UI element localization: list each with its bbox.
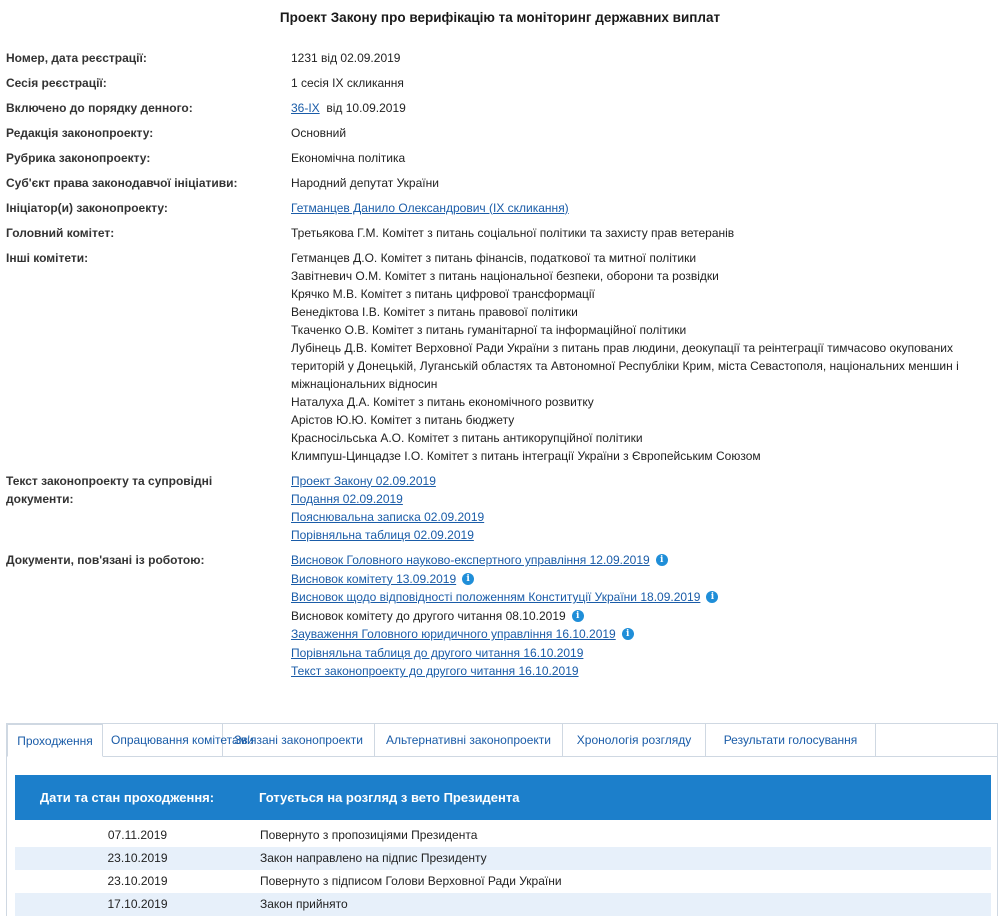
status-header-label: Дати та стан проходження: [39, 790, 215, 805]
initiator-label: Ініціатор(и) законопроекту: [6, 200, 168, 215]
texts-list [291, 468, 994, 547]
agenda-value [291, 95, 994, 120]
other-committee-item: Ткаченко О.В. Комітет з питань гуманітарної та інформаційної політики [291, 322, 687, 337]
edition-value: Основний [291, 125, 347, 140]
main-committee-value: Третьякова Г.М. Комітет з питань соціальної політики та захисту прав ветеранів [291, 225, 735, 240]
docs-label: Документи, пов'язані із роботою: [6, 552, 205, 567]
reg-value: 1231 від 02.09.2019 [291, 50, 401, 65]
other-committee-item: Крячко М.В. Комітет з питань цифрової трансформації [291, 286, 595, 301]
agenda-date: від 10.09.2019 [326, 100, 406, 115]
info-icon[interactable]: i [572, 610, 584, 622]
agenda-label: Включено до порядку денного: [6, 100, 193, 115]
related-document-link[interactable]: Висновок Головного науково-експертного управління 12.09.2019 [291, 553, 650, 567]
history-text: Повернуто з підписом Голови Верховної Ради України [260, 874, 562, 888]
info-icon[interactable]: i [656, 554, 668, 566]
tabs-panel [6, 723, 998, 916]
tab-4[interactable]: Альтернативні законопроекти [375, 724, 563, 756]
texts-label: Текст законопроекту та супровідні документи: [6, 473, 213, 506]
history-text: Закон направлено на підпис Президенту [260, 851, 487, 865]
related-document-link[interactable]: Висновок щодо відповідності положенням Конституції України 18.09.2019 [291, 590, 701, 604]
other-committee-item: Завітневич О.М. Комітет з питань національної безпеки, оборони та розвідки [291, 268, 719, 283]
session-value: 1 сесія IX скликання [291, 75, 404, 90]
subject-label: Суб'єкт права законодавчої ініціативи: [6, 175, 238, 190]
related-document [291, 607, 994, 625]
info-icon[interactable]: i [462, 573, 474, 585]
text-document-link[interactable]: Пояснювальна записка 02.09.2019 [291, 509, 485, 524]
tab-1[interactable]: Проходження [7, 724, 103, 757]
related-document [291, 662, 994, 680]
other-committees-list [291, 245, 994, 468]
history-text: Повернуто з пропозиціями Президента [260, 828, 478, 842]
other-committee-item: Лубінець Д.В. Комітет Верховної Ради України з питань прав людини, деокупації та реінтеграції тимчасово окупованих територій у Донецькій, Луганській областях та Автономної Республіки Крим, міста Севастополя, національних меншин і міжнаціональних відносин [291, 340, 959, 391]
history-date: 17.10.2019 [107, 897, 168, 911]
history-date: 23.10.2019 [107, 851, 168, 865]
other-committee-item: Климпуш-Цинцадзе І.О. Комітет з питань інтеграції України з Європейським Союзом [291, 448, 761, 463]
other-committee-item: Венедіктова І.В. Комітет з питань правової політики [291, 304, 578, 319]
related-document [291, 625, 994, 643]
related-document-label: Висновок комітету до другого читання 08.10.2019 [291, 608, 566, 623]
bill-info [6, 45, 1000, 684]
status-header [15, 775, 991, 820]
text-document-link[interactable]: Подання 02.09.2019 [291, 491, 403, 506]
initiator-link[interactable]: Гетманцев Данило Олександрович (IX скликання) [291, 200, 569, 215]
info-icon[interactable]: i [706, 591, 718, 603]
reg-label: Номер, дата реєстрації: [6, 50, 147, 65]
other-committee-item: Арістов Ю.Ю. Комітет з питань бюджету [291, 412, 515, 427]
initiator-cell [291, 195, 994, 220]
rubric-label: Рубрика законопроекту: [6, 150, 151, 165]
info-icon[interactable]: i [622, 628, 634, 640]
edition-label: Редакція законопроекту: [6, 125, 154, 140]
related-document [291, 644, 994, 662]
history-date: 23.10.2019 [107, 874, 168, 888]
agenda-link[interactable]: 36-IX [291, 100, 320, 115]
tab-5[interactable]: Хронологія розгляду [563, 724, 706, 756]
rubric-value: Економічна політика [291, 150, 406, 165]
related-document-link[interactable]: Порівняльна таблиця до другого читання 16.10.2019 [291, 645, 584, 660]
related-document [291, 570, 994, 588]
tab-2[interactable]: Опрацювання комітетами [103, 724, 223, 756]
other-committee-item: Наталуха Д.А. Комітет з питань економічного розвитку [291, 394, 594, 409]
other-committees-label: Інші комітети: [6, 250, 89, 265]
page-title: Проект Закону про верифікацію та моніторинг державних виплат [279, 10, 721, 25]
other-committee-item: Гетманцев Д.О. Комітет з питань фінансів, податкової та митної політики [291, 250, 697, 265]
history-table [15, 824, 991, 916]
subject-value: Народний депутат України [291, 175, 439, 190]
tab-6[interactable]: Результати голосування [706, 724, 876, 756]
history-row [15, 893, 991, 916]
text-document-link[interactable]: Проект Закону 02.09.2019 [291, 473, 436, 488]
other-committee-item: Красносільська А.О. Комітет з питань антикорупційної політики [291, 430, 643, 445]
main-committee-label: Головний комітет: [6, 225, 115, 240]
history-row [15, 847, 991, 870]
history-row [15, 870, 991, 893]
text-document-link[interactable]: Порівняльна таблиця 02.09.2019 [291, 527, 474, 542]
related-document [291, 588, 994, 606]
session-label: Сесія реєстрації: [6, 75, 107, 90]
tab-bar [7, 724, 997, 757]
history-row [15, 824, 991, 847]
related-document [291, 551, 994, 569]
history-text: Закон прийнято [260, 897, 348, 911]
status-header-value: Готується на розгляд з вето Президента [259, 790, 520, 805]
history-date: 07.11.2019 [107, 828, 168, 842]
tab-3[interactable]: Зв'язані законопроекти [223, 724, 375, 756]
related-document-link[interactable]: Текст законопроекту до другого читання 16.10.2019 [291, 664, 579, 678]
related-document-link[interactable]: Висновок комітету 13.09.2019 [291, 571, 457, 586]
docs-list [291, 547, 994, 684]
related-document-link[interactable]: Зауваження Головного юридичного управління 16.10.2019 [291, 627, 616, 641]
